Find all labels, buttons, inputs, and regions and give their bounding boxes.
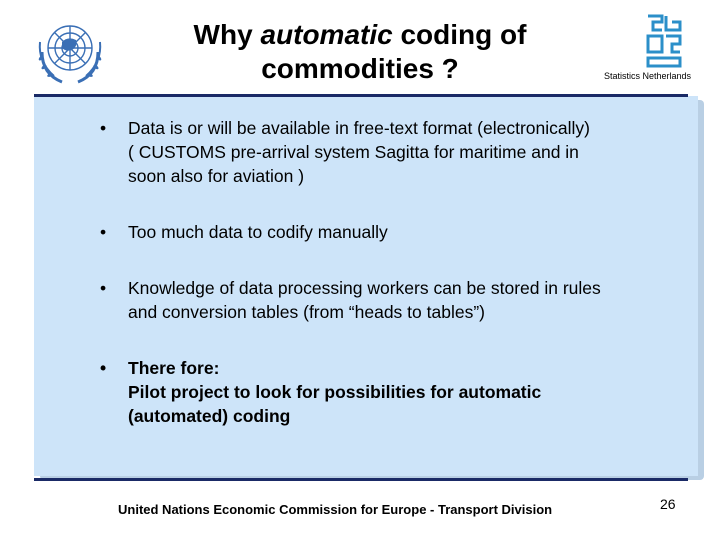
footer-text: United Nations Economic Commission for Europe - Transport Division <box>118 502 553 517</box>
title-post: coding of <box>392 19 527 50</box>
un-emblem-icon <box>32 12 108 88</box>
title-italic: automatic <box>260 19 393 50</box>
bullet-line: (automated) coding <box>128 406 291 426</box>
bullet-line: Too much data to codify manually <box>128 222 388 242</box>
bullet-dot: • <box>100 222 107 242</box>
bullet-line: Data is or will be available in free-text format (electronically) <box>128 118 590 138</box>
bullet-line: There fore: <box>128 358 220 378</box>
org-label: Statistics Netherlands <box>604 71 692 81</box>
page-number: 26 <box>660 496 676 512</box>
bullet-list <box>100 116 690 460</box>
bullet-item <box>100 220 690 244</box>
bullet-dot: • <box>100 118 107 138</box>
bullet-line: Pilot project to look for possibilities for automatic <box>128 382 542 402</box>
title-line2: commodities ? <box>261 53 459 84</box>
bullet-item <box>100 356 690 428</box>
bullet-item <box>100 276 690 324</box>
bullet-line: ( CUSTOMS pre-arrival system Sagitta for maritime and in <box>128 142 579 162</box>
footer-divider <box>34 478 688 481</box>
bullet-item <box>100 116 690 188</box>
bullet-line: and conversion tables (from “heads to tables”) <box>128 302 485 322</box>
slide-title <box>150 18 570 86</box>
bullet-dot: • <box>100 358 107 378</box>
bullet-dot: • <box>100 278 107 298</box>
bullet-line: soon also for aviation ) <box>128 166 305 186</box>
bullet-line: Knowledge of data processing workers can be stored in rules <box>128 278 601 298</box>
title-pre: Why <box>193 19 261 50</box>
cbs-logo-icon <box>646 14 688 68</box>
header-divider <box>34 94 688 97</box>
